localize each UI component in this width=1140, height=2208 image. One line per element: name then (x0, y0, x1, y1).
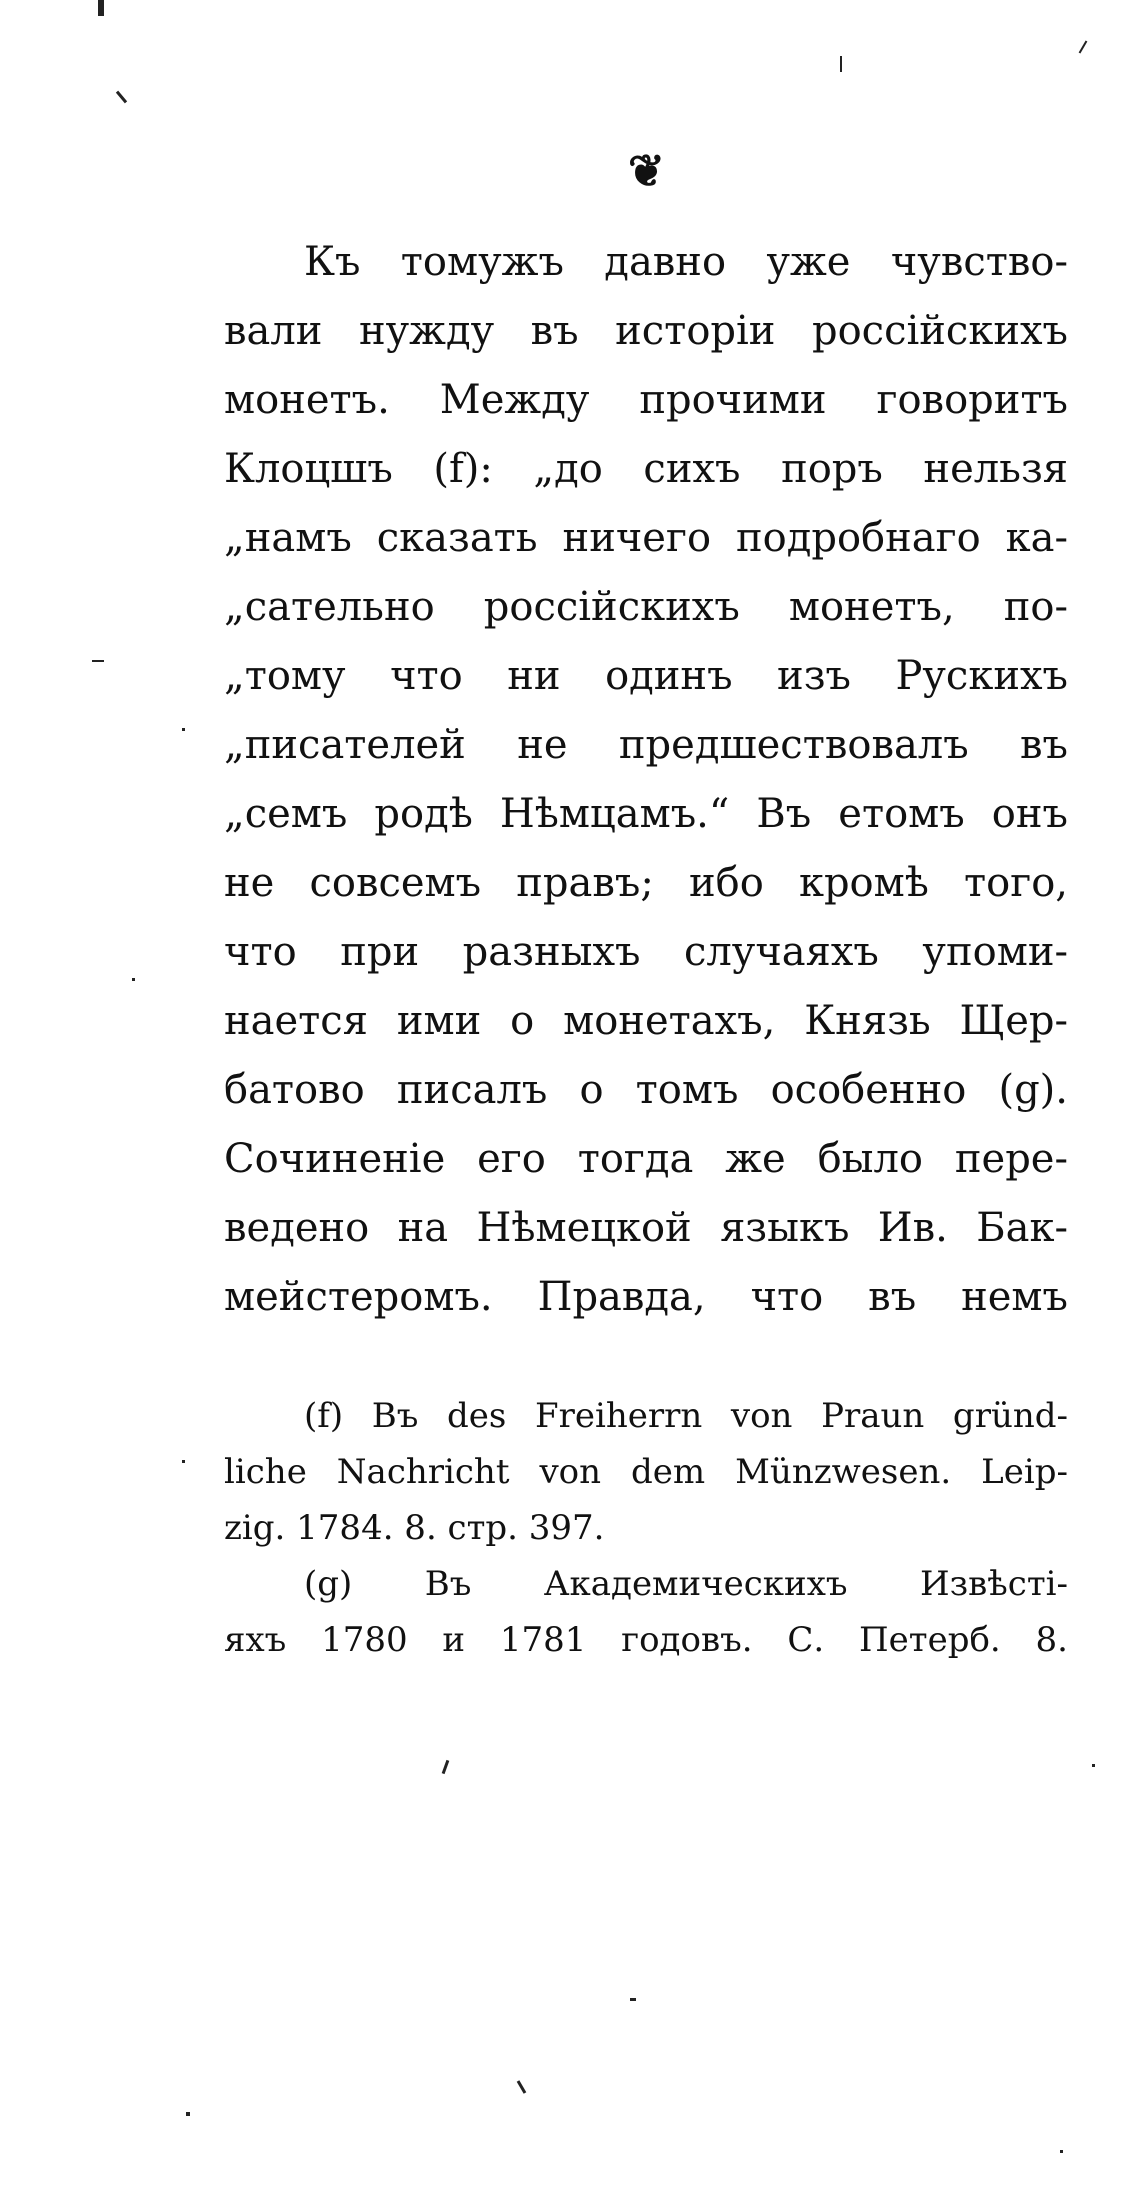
scan-speck (1092, 1764, 1095, 1767)
body-line: не совсемъ правъ; ибо кромѣ того, (224, 860, 1068, 906)
footnote-line: (g) Въ Академическихъ Извѣсті- (304, 1564, 1068, 1604)
scan-speck (442, 1760, 450, 1774)
footnote-line: liche Nachricht von dem Münzwesen. Leip- (224, 1452, 1068, 1492)
body-line: ведено на Нѣмецкой языкъ Ив. Бак- (224, 1205, 1068, 1251)
body-paragraph (224, 228, 1068, 1332)
footnote-line: (f) Въ des Freiherrn von Praun gründ- (304, 1396, 1068, 1436)
body-line: монетъ. Между прочими говоритъ (224, 377, 1068, 423)
body-line: Сочиненіе его тогда же было пере- (224, 1136, 1068, 1182)
body-line: Клоцшъ (f): „до сихъ поръ нельзя (224, 446, 1068, 492)
body-line: мейстеромъ. Правда, что въ немъ (224, 1274, 1068, 1320)
scan-speck (182, 728, 185, 731)
body-line: что при разныхъ случаяхъ упоми- (224, 929, 1068, 975)
scan-speck (1060, 2150, 1063, 2153)
scan-speck (98, 0, 104, 16)
body-line: „семъ родѣ Нѣмцамъ.“ Въ етомъ онъ (224, 791, 1068, 837)
scan-speck (630, 1998, 636, 2001)
body-line: вали нужду въ исторіи россійскихъ (224, 308, 1068, 354)
body-line: „сательно россійскихъ монетъ, по- (224, 584, 1068, 630)
scan-speck (840, 56, 842, 72)
scan-speck (186, 2112, 190, 2116)
scan-speck (132, 978, 135, 981)
body-line: „намъ сказать ничего подробнаго ка- (224, 515, 1068, 561)
scan-speck (116, 91, 127, 104)
footnote-line: zig. 1784. 8. стр. 397. (224, 1508, 605, 1548)
page-ornament: ❦ (628, 146, 665, 197)
footnotes (224, 1388, 1068, 1668)
body-line: „тому что ни одинъ изъ Рускихъ (224, 653, 1068, 699)
scan-speck (182, 1460, 185, 1463)
scan-speck (1079, 40, 1088, 53)
scan-speck (517, 2080, 527, 2094)
footnote-line: яхъ 1780 и 1781 годовъ. С. Петерб. 8. (224, 1620, 1068, 1660)
body-line: батово писалъ о томъ особенно (g). (224, 1067, 1068, 1113)
footnote-f (224, 1388, 1068, 1556)
scan-speck (92, 660, 104, 662)
body-line: нается ими о монетахъ, Князь Щер- (224, 998, 1068, 1044)
footnote-g (224, 1556, 1068, 1668)
body-line: Къ томужъ давно уже чувство- (304, 239, 1068, 285)
body-line: „писателей не предшествовалъ въ (224, 722, 1068, 768)
